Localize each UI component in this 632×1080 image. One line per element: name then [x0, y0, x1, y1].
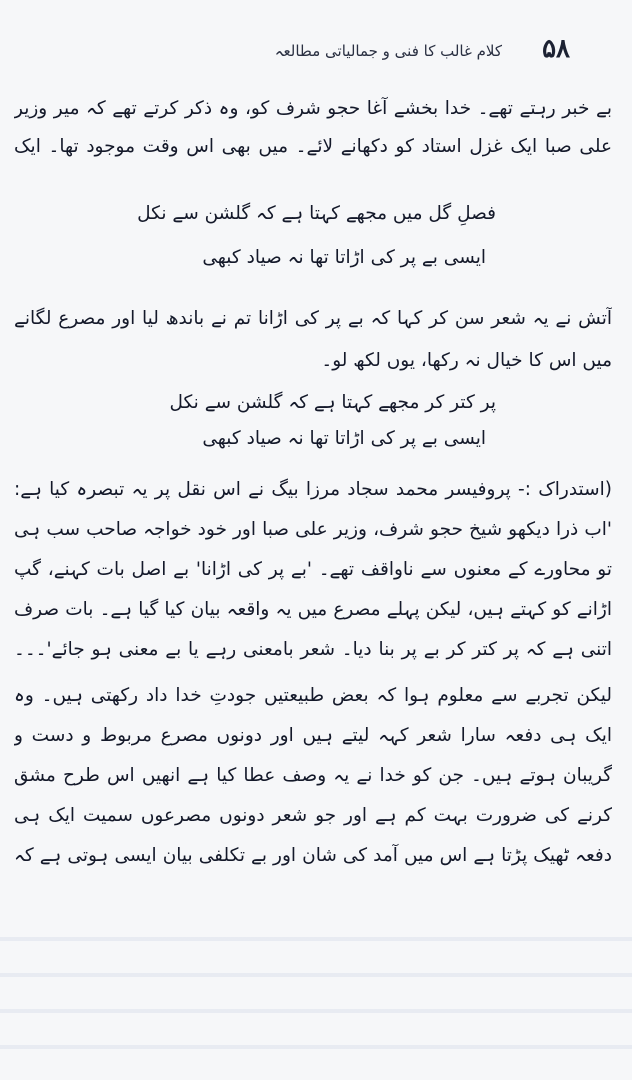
paragraph-intro: بے خبر رہتے تھے۔ خدا بخشے آغا حجو شرف کو، وہ ذکر کرتے تھے کہ میر وزیر علی صبا ایک غزل استاد کو دکھانے لائے۔ میں بھی اس وقت موجود تھا۔ ایک — [14, 98, 612, 157]
page-header — [0, 34, 632, 74]
running-title: کلام غالب کا فنی و جمالیاتی مطالعہ — [274, 42, 502, 60]
paragraph-istidrak: (استدراک :- پروفیسر محمد سجاد مرزا بیگ نے اس نقل پر یہ تبصرہ کیا ہے: 'اب ذرا دیکھو شیخ حجو شرف، وزیر علی صبا اور خود خواجہ صاحب سب ہی تو محاورے کے معنوں سے ناواقف تھے۔ 'بے پر کی اڑانا' بے اصل بات کہنے، گپ اڑانے کو کہتے ہیں، لیکن پہلے مصرع میں یہ واقعہ بیان کیا گیا ہے۔ بات صرف اتنی ہے کہ پر کتر کر بے پر بنا دیا۔ شعر بامعنی رہے یا بے معنی ہو جائے'۔۔۔ — [14, 479, 612, 660]
verse-2-line-1: پر کتر کر مجھے کہتا ہے کہ گلشن سے نکل — [169, 392, 496, 413]
verse-1-line-1: فصلِ گل میں مجھے کہتا ہے کہ گلشن سے نکل — [137, 203, 496, 224]
page-number: ۵۸ — [542, 34, 570, 64]
paragraph-conclusion: لیکن تجربے سے معلوم ہوا کہ بعض طبیعتیں جودتِ خدا داد رکھتی ہیں۔ وہ ایک ہی دفعہ سارا شعر کہہ لیتے ہیں اور دونوں مصرع مربوط و دست و گریبان ہوتے ہیں۔ جن کو خدا نے یہ وصف عطا کیا ہے انھیں اس طرح مشق کرنے کی ضرورت بہت کم ہے اور جو شعر دونوں مصرعوں سمیت ایک ہی دفعہ ٹھیک پڑتا ہے اس میں آمد کی شان اور بے تکلفی بیان ایسی ہوتی ہے کہ — [14, 685, 612, 866]
verse-1-line-2: ایسی بے پر کی اڑاتا تھا نہ صیاد کبھی — [202, 247, 486, 268]
verse-2-line-2: ایسی بے پر کی اڑاتا تھا نہ صیاد کبھی — [202, 428, 486, 449]
paper-bleed-through — [0, 905, 632, 1080]
paragraph-atish: آتش نے یہ شعر سن کر کہا کہ بے پر کی اڑانا تم نے باندھ لیا اور مصرع لگانے میں اس کا خیال نہ رکھا، یوں لکھ لو۔ — [14, 308, 612, 371]
